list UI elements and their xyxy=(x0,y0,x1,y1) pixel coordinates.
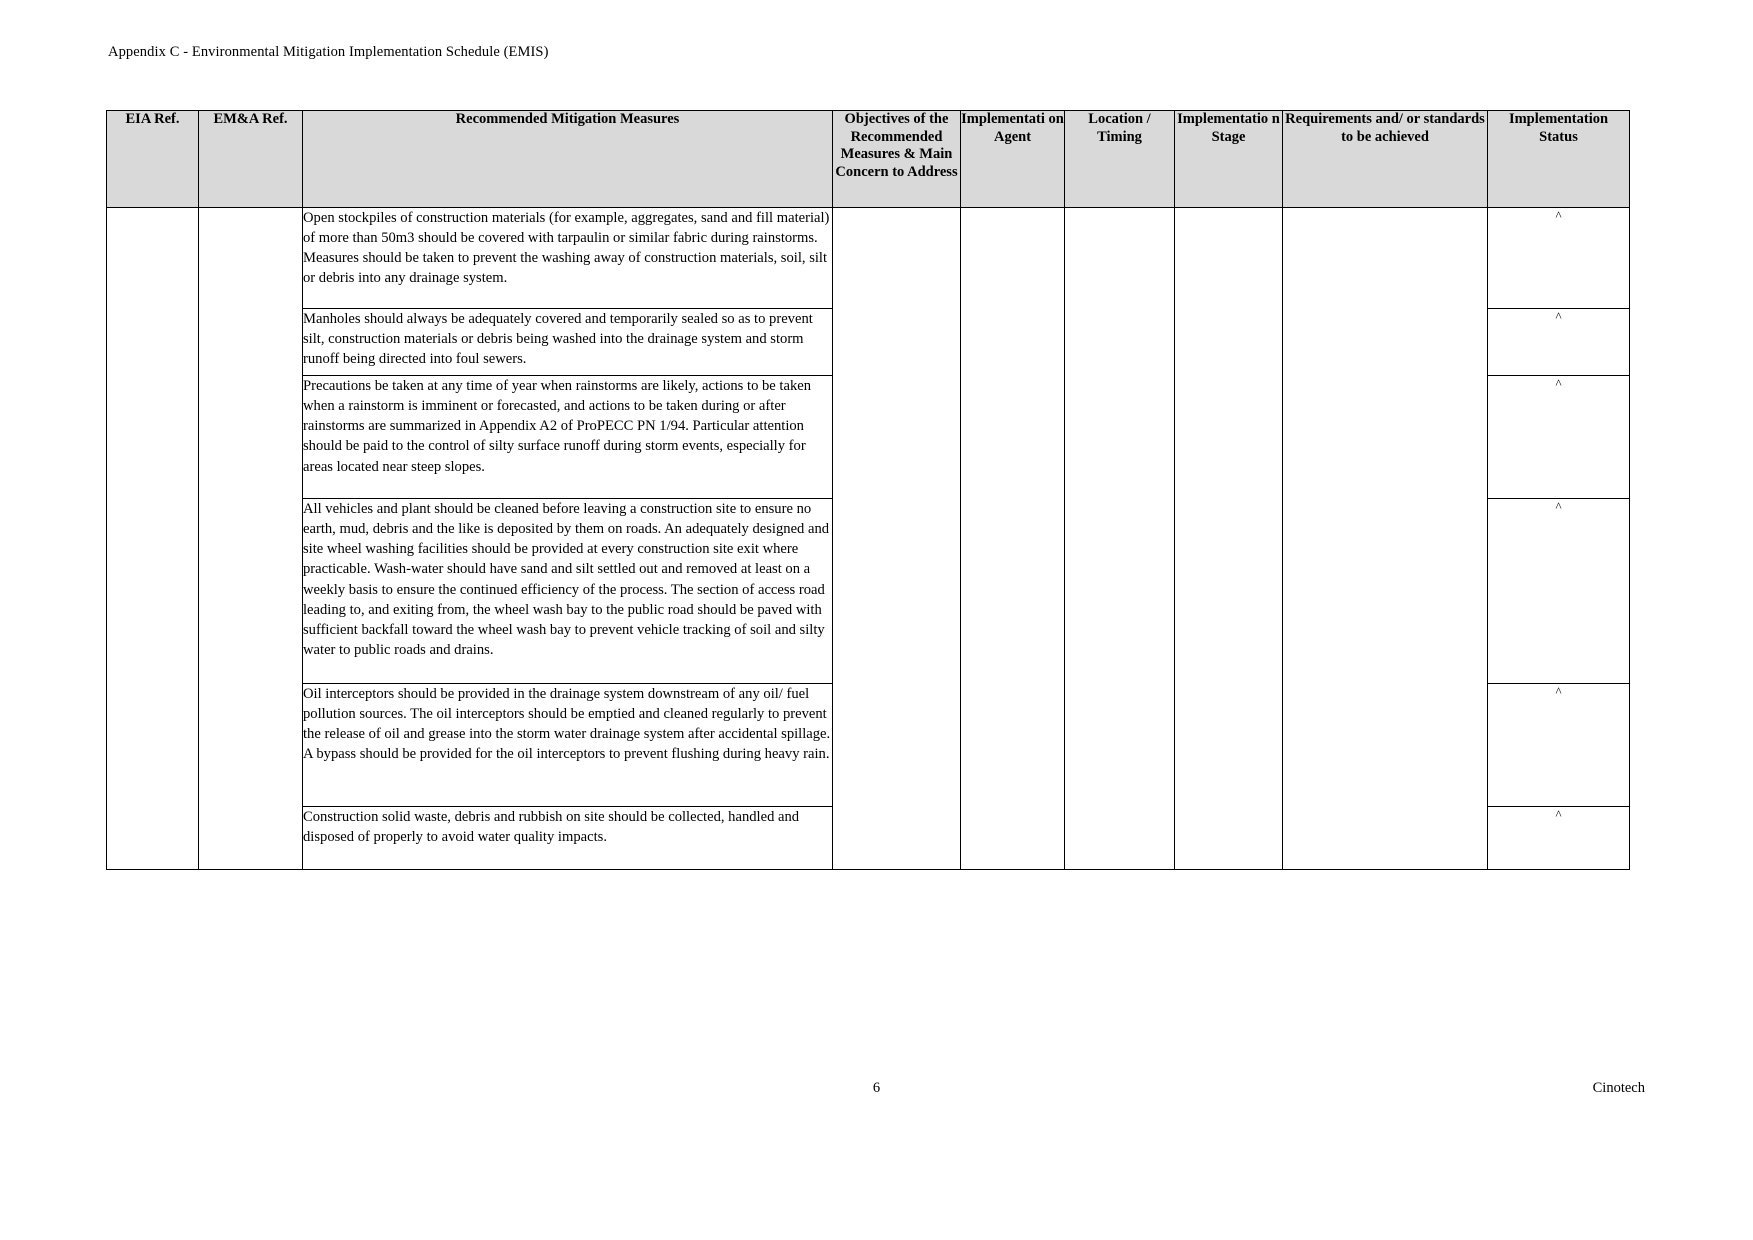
column-header-implementation-status: Implementation Status xyxy=(1488,111,1630,208)
footer-company: Cinotech xyxy=(1592,1080,1645,1096)
column-header-eia-ref: EIA Ref. xyxy=(107,111,199,208)
cell-status: ^ xyxy=(1488,309,1630,376)
cell-status: ^ xyxy=(1488,376,1630,499)
cell-agent xyxy=(961,208,1065,870)
cell-status: ^ xyxy=(1488,499,1630,684)
cell-measure: All vehicles and plant should be cleaned before leaving a construction site to ensure no earth, mud, debris and the like is deposited by them on roads. An adequately designed and site wheel washing facilities should be provided at every construction site exit where practicable. Wash-water should have sand and silt settled out and removed at least on a weekly basis to ensure the continued efficiency of the process. The section of access road leading to, and exiting from, the wheel wash bay to the public road should be paved with sufficient backfall toward the wheel wash bay to prevent vehicle tracking of soil and silty water to public roads and drains. xyxy=(303,499,833,684)
cell-requirements xyxy=(1283,208,1488,870)
cell-location xyxy=(1065,208,1175,870)
cell-eia-ref xyxy=(107,208,199,870)
column-header-location-timing: Location / Timing xyxy=(1065,111,1175,208)
cell-emea-ref xyxy=(199,208,303,870)
document-header: Appendix C - Environmental Mitigation Implementation Schedule (EMIS) xyxy=(108,44,549,60)
cell-status: ^ xyxy=(1488,684,1630,807)
cell-status: ^ xyxy=(1488,208,1630,309)
column-header-implementation-agent: Implementati on Agent xyxy=(961,111,1065,208)
cell-objectives xyxy=(833,208,961,870)
cell-measure: Open stockpiles of construction materials (for example, aggregates, sand and fill material) of more than 50m3 should be covered with tarpaulin or similar fabric during rainstorms. Measures should be taken to prevent the washing away of construction materials, soil, silt or debris into any drainage system. xyxy=(303,208,833,309)
cell-measure: Oil interceptors should be provided in the drainage system downstream of any oil/ fuel pollution sources. The oil interceptors should be emptied and cleaned regularly to prevent the release of oil and grease into the storm water drainage system after accidental spillage. A bypass should be provided for the oil interceptors to prevent flushing during heavy rain. xyxy=(303,684,833,807)
emis-table-container xyxy=(106,110,1629,870)
cell-stage xyxy=(1175,208,1283,870)
page-number: 6 xyxy=(872,1080,881,1096)
cell-measure: Construction solid waste, debris and rubbish on site should be collected, handled and disposed of properly to avoid water quality impacts. xyxy=(303,807,833,870)
table-row xyxy=(107,208,1630,309)
column-header-requirements-standards: Requirements and/ or standards to be achieved xyxy=(1283,111,1488,208)
column-header-implementation-stage: Implementatio n Stage xyxy=(1175,111,1283,208)
column-header-emea-ref: EM&A Ref. xyxy=(199,111,303,208)
emis-table-body xyxy=(107,208,1630,870)
cell-measure: Precautions be taken at any time of year when rainstorms are likely, actions to be taken when a rainstorm is imminent or forecasted, and actions to be taken during or after rainstorms are summarized in Appendix A2 of ProPECC PN 1/94. Particular attention should be paid to the control of silty surface runoff during storm events, especially for areas located near steep slopes. xyxy=(303,376,833,499)
column-header-recommended-mitigation-measures: Recommended Mitigation Measures xyxy=(303,111,833,208)
emis-table xyxy=(106,110,1630,870)
cell-measure: Manholes should always be adequately covered and temporarily sealed so as to prevent silt, construction materials or debris being washed into the drainage system and storm runoff being directed into foul sewers. xyxy=(303,309,833,376)
table-header-row xyxy=(107,111,1630,208)
cell-status: ^ xyxy=(1488,807,1630,870)
column-header-objectives: Objectives of the Recommended Measures & Main Concern to Address xyxy=(833,111,961,208)
